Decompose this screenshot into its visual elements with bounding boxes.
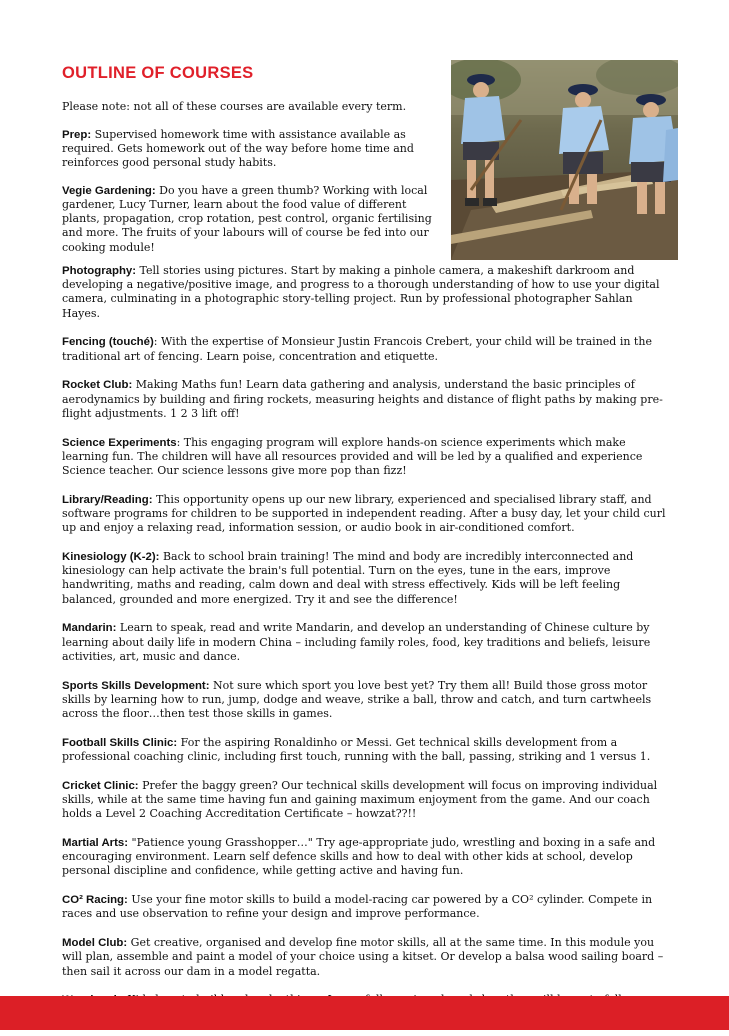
course-description: Prefer the baggy green? Our technical skills development will focus on improving individual skills, while at the same time having fun and gaining maximum enjoyment from the game. And our coach holds a Level 2 Coaching Accreditation Certificate – howzat??!! — [62, 778, 658, 821]
intro-block — [62, 100, 442, 268]
course-kinesiology — [62, 550, 672, 607]
course-list — [62, 264, 672, 1036]
course-description: Learn to speak, read and write Mandarin, and develop an understanding of Chinese culture by learning about daily life in modern China – including family roles, food, key traditions and beliefs, leisure activities, art, music and dance. — [62, 621, 651, 663]
course-description: "Patience young Grasshopper…" Try age-appropriate judo, wrestling and boxing in a safe and encouraging environment. Learn self defence skills and how to deal with other kids at school, develop personal discipline and confidence, while getting active and having fun. — [62, 836, 656, 878]
gardening-photo — [451, 60, 678, 260]
course-description: Tell stories using pictures. Start by making a pinhole camera, a makeshift darkroom and developing a negative/positive image, and progress to a thorough understanding of how to use your digital camera, culminating in a photographic story-telling project. Run by professional photographer Sahlan Hayes. — [62, 264, 660, 320]
course-description: Making Maths fun! Learn data gathering and analysis, understand the basic principles of aerodynamics by building and firing rockets, measuring heights and distance of flight paths by making pre-flight adjustments. 1 2 3 lift off! — [62, 378, 663, 420]
course-football-clinic — [62, 736, 672, 764]
course-description: Supervised homework time with assistance available as required. Gets homework out of the way before home time and reinforces good personal study habits. — [62, 127, 414, 170]
course-description: : This engaging program will explore hands-on science experiments which make learning fun. The children will have all resources provided and will be led by a qualified and experience Science teacher. Our science lessons give more pop than fizz! — [62, 435, 643, 478]
course-photography — [62, 264, 672, 321]
course-sports-skills — [62, 679, 672, 722]
course-martial-arts — [62, 836, 672, 879]
course-label: Martial Arts: — [62, 837, 129, 850]
course-science-experiments — [62, 436, 672, 479]
footer-bar — [0, 996, 729, 1030]
course-label: CO² Racing: — [62, 894, 128, 907]
course-rocket-club — [62, 378, 672, 421]
course-label: Cricket Clinic: — [62, 779, 139, 792]
course-description: For the aspiring Ronaldinho or Messi. Get technical skills development from a professional coaching clinic, including first touch, running with the ball, passing, striking and 1 versus 1. — [62, 735, 651, 764]
course-description: Not sure which sport you love best yet? Try them all! Build those gross motor skills by learning how to run, jump, dodge and weave, strike a ball, throw and catch, and turn cartwheels across the floor…then test those skills in games. — [62, 678, 652, 721]
course-label: Prep: — [62, 128, 92, 141]
course-label: Mandarin: — [62, 622, 117, 635]
course-label: Vegie Gardening: — [62, 184, 156, 197]
course-label: Football Skills Clinic: — [62, 736, 178, 749]
course-fencing — [62, 335, 672, 363]
course-label: Rocket Club: — [62, 379, 133, 392]
course-description: Do you have a green thumb? Working with local gardener, Lucy Turner, learn about the food value of different plants, propagation, crop rotation, pest control, organic fertilising and more. The fruits of your labours will of course be fed into our cooking module! — [62, 183, 432, 254]
course-co2-racing — [62, 893, 672, 921]
course-label: Library/Reading: — [62, 493, 153, 506]
course-label: Photography: — [62, 265, 137, 277]
availability-note: Please note: not all of these courses are available every term. — [62, 100, 407, 113]
course-cricket-clinic — [62, 779, 672, 822]
course-description: Get creative, organised and develop fine motor skills, all at the same time. In this module you will plan, assemble and paint a model of your choice using a kitset. Or develop a balsa wood sailing board – then sail it across our dam in a model regatta. — [62, 936, 664, 978]
course-label: Sports Skills Development: — [62, 679, 210, 692]
course-model-club — [62, 936, 672, 979]
course-description: This opportunity opens up our new library, experienced and specialised library staff, and software programs for children to be supported in independent reading. After a busy day, let your child curl up and enjoy a relaxing read, information session, or audio book in air-conditioned comfort. — [62, 492, 666, 535]
course-description: Use your fine motor skills to build a model-racing car powered by a CO² cylinder. Compete in races and use observation to refine your design and improve performance. — [62, 893, 653, 921]
course-label: Fencing (touché) — [62, 336, 154, 349]
course-description: : With the expertise of Monsieur Justin Francois Crebert, your child will be trained in the traditional art of fencing. Learn poise, concentration and etiquette. — [62, 335, 652, 363]
course-mandarin — [62, 621, 672, 664]
page-title: OUTLINE OF COURSES — [62, 64, 254, 82]
course-prep — [62, 128, 442, 171]
course-description: Back to school brain training! The mind and body are incredibly interconnected and kinesiology can help activate the brain's full potential. Turn on the eyes, tune in the ears, improve handwriting, maths and reading, calm down and deal with stress effectively. Kids will be left feeling balanced, grounded and more energized. Try it and see the difference! — [62, 550, 634, 606]
course-vegie-gardening — [62, 184, 442, 255]
course-library-reading — [62, 493, 672, 536]
course-label: Kinesiology (K-2): — [62, 551, 160, 564]
course-label: Science Experiments — [62, 436, 177, 449]
course-label: Model Club: — [62, 937, 128, 950]
